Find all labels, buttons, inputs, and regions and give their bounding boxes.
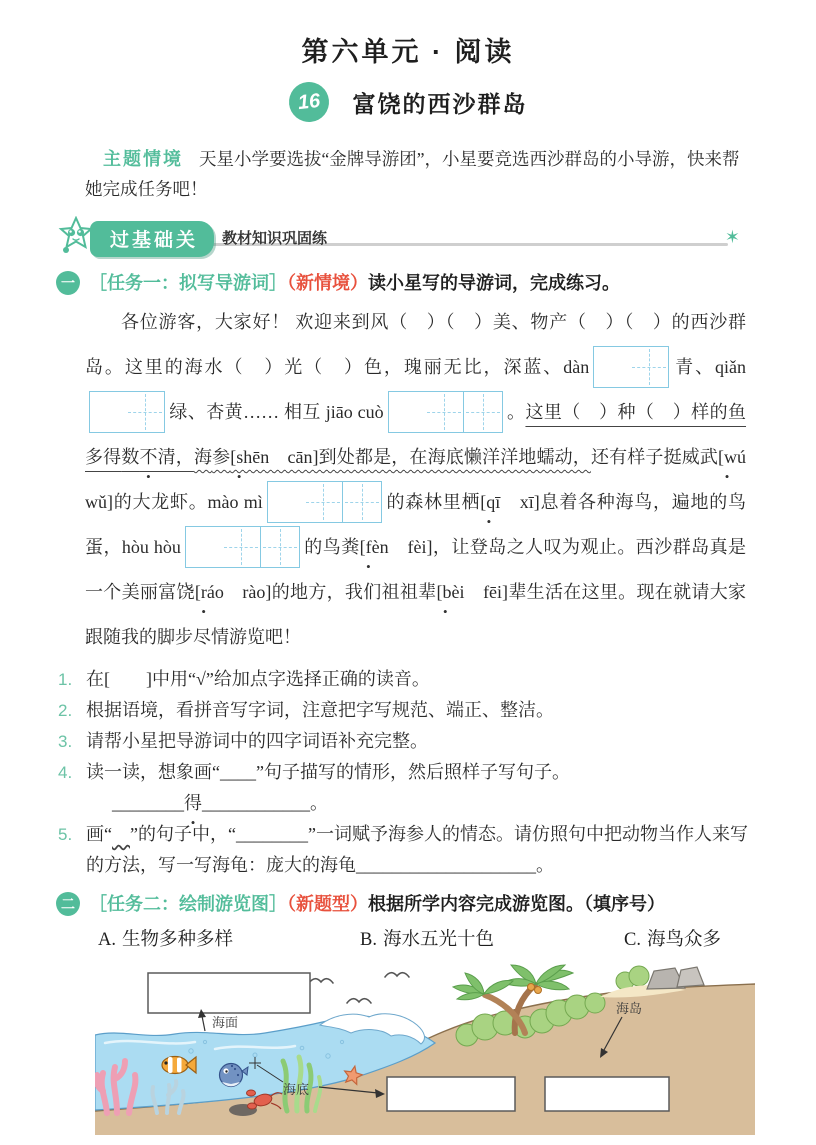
option-c-label: 海鸟众多 (646, 930, 721, 950)
seagull-icon (347, 999, 371, 1003)
task1-bracket: ［任务一：拟写导游词］ (89, 273, 287, 293)
passage-text: 的森林里 (385, 492, 462, 512)
passage-text: [wú wǔ]的大龙虾。mào mì (85, 447, 765, 512)
passage-text: 青、qiǎn (673, 357, 746, 377)
writing-box-houhou[interactable] (185, 526, 300, 568)
task1-number-icon: 一 (56, 271, 80, 295)
dotted-char: 数 (121, 447, 140, 467)
question-4-answer-line (112, 788, 764, 819)
passage-text: 。 (506, 402, 526, 422)
guide-speech-passage (85, 300, 765, 660)
theme-context (85, 144, 748, 204)
question-list (58, 664, 764, 881)
passage-text: 各位游客，大家好！ 欢迎来到风（ ）（ ）美、物产（ ）（ ）的西沙群岛。这里的海水（ ）光（ ）色，瑰丽无比，深蓝、dàn (85, 312, 746, 377)
question-text-part: ”的句子中，“________”一词赋予海参人的情态。请仿照句中把动物当作人来写的方法，写一写海龟：庞大的海龟____________________ (86, 824, 748, 875)
dotted-char: 得 (184, 793, 202, 813)
question-number: 2. (58, 701, 73, 720)
question-5 (58, 819, 764, 881)
writing-box-maomi[interactable] (267, 481, 382, 523)
question-text: 读一读，想象画“____”句子描写的情形，然后照样子写句子。 (86, 762, 570, 782)
label-sea-floor: 海底 (283, 1082, 310, 1097)
seagull-icon (385, 973, 409, 977)
passage-text: [ráo rào]的地方，我们祖祖 (194, 582, 419, 602)
dotted-char: 辈 (418, 582, 437, 602)
answer-box-sea-surface[interactable] (148, 973, 310, 1013)
unit-title: 第六单元 · 阅读 (301, 37, 515, 67)
writing-box-jiaocuo[interactable] (388, 391, 503, 433)
passage-text: 还有样子挺威 (590, 447, 700, 467)
task2-bracket: ［任务二：绘制游览图］ (89, 894, 287, 914)
question-text: 根据语境，看拼音写字词，注意把字写规范、端正、整洁。 (86, 700, 554, 720)
basics-section-badge: 过基础关 (90, 221, 214, 257)
option-b (360, 925, 624, 955)
dotted-char: 武 (699, 447, 719, 467)
question-text: 在[ ]中用“√”给加点字选择正确的读音。 (86, 669, 430, 689)
passage-text: [fèn fèi]，让登岛之人叹为观止。西沙群岛真是一个美丽富 (85, 537, 747, 602)
writing-cell (222, 527, 260, 567)
writing-cell (126, 392, 164, 432)
question-number: 3. (58, 732, 73, 751)
seagull-icon (309, 979, 333, 983)
question-1 (58, 664, 764, 695)
lesson-number-badge: 16 (287, 80, 331, 124)
writing-cell (630, 347, 668, 387)
question-number: 4. (58, 763, 73, 782)
task1-tag: （新情境） (287, 273, 368, 293)
star-mascot-icon (58, 216, 94, 256)
basics-section-header (0, 220, 816, 260)
label-sea-surface: 海面 (212, 1015, 239, 1030)
passage-text: 海 (193, 447, 213, 467)
theme-label: 主题情境 (103, 149, 183, 169)
writing-cell (463, 392, 502, 432)
passage-text: 的鸟 (303, 537, 342, 557)
answer-box-sea-floor[interactable] (387, 1077, 515, 1111)
dotted-char: 饶 (176, 582, 195, 602)
tour-map-illustration (95, 963, 755, 1135)
question-4 (58, 757, 764, 788)
question-2 (58, 695, 764, 726)
sea-surface-arrow (202, 1016, 205, 1031)
option-c (624, 925, 760, 955)
answer-blank[interactable]: ____________ (202, 793, 310, 813)
answer-box-island[interactable] (545, 1077, 669, 1111)
wavy-underlined-sentence (194, 447, 591, 467)
option-b-key: B. (360, 930, 377, 950)
task1-row (56, 270, 760, 296)
question-text: 请帮小星把导游词中的四字词语补充完整。 (86, 731, 428, 751)
writing-cell (260, 527, 299, 567)
question-text (86, 819, 764, 881)
basics-section-subtitle: 教材知识巩固练 (222, 230, 328, 247)
passage-text: 不清， (139, 447, 194, 467)
task2-number-icon: 二 (56, 892, 80, 916)
dotted-char: 栖 (461, 492, 481, 512)
task2-row (56, 891, 760, 917)
passage-text: 这里（ ）种（ ）样的鱼多得 (85, 402, 747, 467)
passage-text: [shēn cān]到处都是，在海底懒洋洋地蠕动， (230, 447, 591, 467)
tour-map-scene (95, 963, 755, 1135)
option-a-label: 生物多种多样 (122, 930, 234, 950)
task1-text-line (89, 270, 620, 296)
punctuation: 。 (310, 793, 328, 813)
dotted-char: 参 (212, 447, 231, 467)
task1-instruction: 读小星写的导游词，完成练习。 (368, 273, 620, 293)
option-a-key: A. (98, 930, 116, 950)
writing-box-dan[interactable] (593, 346, 669, 388)
passage-text: [qī xī]息着各种海鸟，遍地的鸟蛋，hòu hòu (85, 492, 746, 557)
answer-options (98, 925, 760, 955)
wavy-mark (112, 824, 130, 844)
passage-text: [bèi fēi]辈生活在这里。现在就请大家跟随我的脚步尽情游览吧！ (85, 582, 747, 647)
option-a (98, 925, 360, 955)
punctuation: 。 (536, 855, 554, 875)
question-number: 5. (58, 825, 73, 844)
question-text-part: 画“ (86, 824, 112, 844)
island-rocks (647, 967, 704, 989)
lesson-header (0, 82, 816, 122)
question-3 (58, 726, 764, 757)
label-island: 海岛 (616, 1001, 643, 1016)
task2-instruction: 根据所学内容完成游览图。（填序号） (368, 894, 665, 914)
passage-text: 绿、杏黄…… 相互 jiāo cuò (169, 402, 384, 422)
writing-cell (304, 482, 342, 522)
answer-blank[interactable]: ________ (112, 793, 184, 813)
question-number: 1. (58, 670, 73, 689)
writing-cell (425, 392, 463, 432)
lesson-title: 富饶的西沙群岛 (352, 90, 528, 117)
writing-cell (342, 482, 381, 522)
task2-tag: （新题型） (287, 894, 368, 914)
option-c-key: C. (624, 930, 641, 950)
dotted-char: 粪 (341, 537, 360, 557)
task2-text-line (89, 891, 665, 917)
divider-star-icon: ✶ (724, 227, 740, 247)
theme-text: 天星小学要选拔“金牌导游团”，小星要竞选西沙群岛的小导游，快来帮她完成任务吧！ (85, 149, 740, 199)
option-b-label: 海水五光十色 (382, 930, 494, 950)
writing-box-qian[interactable] (89, 391, 165, 433)
